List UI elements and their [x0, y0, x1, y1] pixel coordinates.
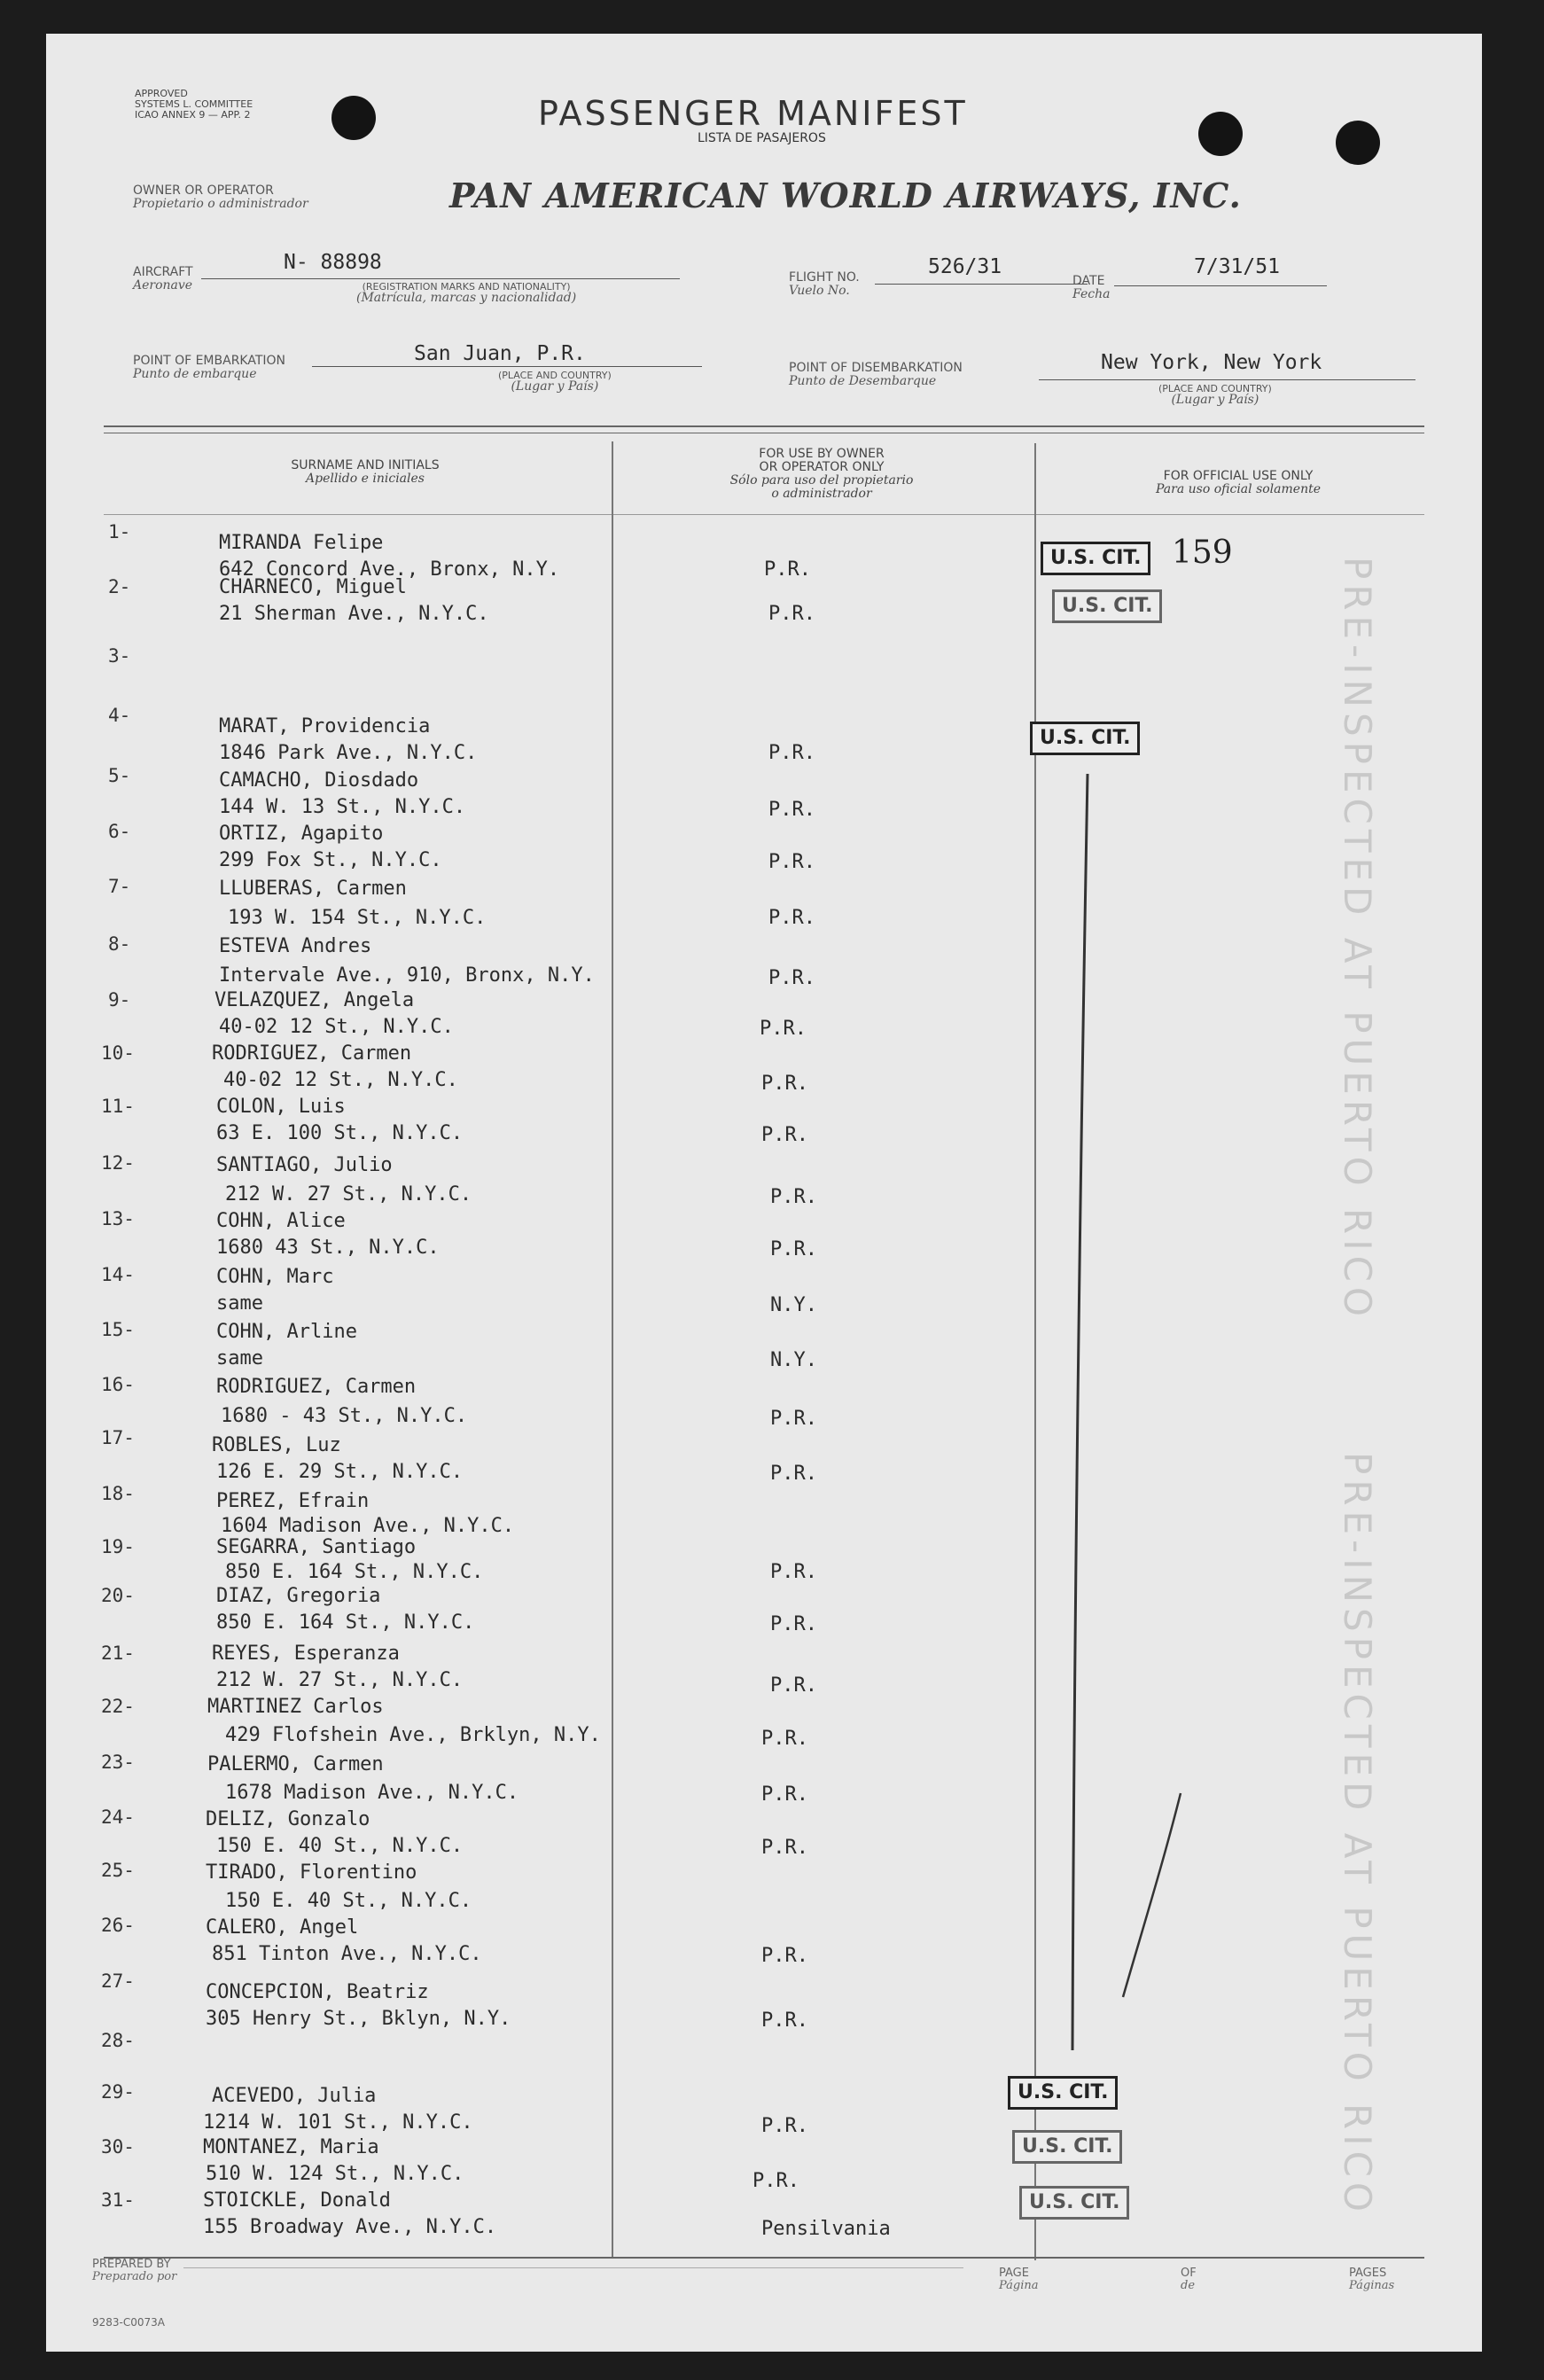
aircraft-label: AIRCRAFT [133, 265, 193, 279]
row-number: 30- [101, 2136, 135, 2158]
column-header-label: SURNAME AND INITIALS [291, 458, 440, 472]
passenger-code: P.R. [761, 2115, 808, 2137]
column-header-label-es: Apellido e iniciales [306, 472, 425, 486]
passenger-name: LLUBERAS, Carmen [219, 878, 407, 900]
punch-hole [1336, 121, 1380, 165]
underline [312, 366, 702, 367]
row-number: 4- [108, 705, 131, 726]
column-header-label: OR OPERATOR ONLY [759, 460, 885, 474]
owner-label: OWNER OR OPERATOR [133, 183, 274, 198]
flight-label-es: Vuelo No. [789, 284, 850, 298]
column-divider [1034, 443, 1036, 2260]
passenger-address: 850 E. 164 St., N.Y.C. [225, 1561, 484, 1583]
passenger-code: P.R. [761, 2009, 808, 2032]
passenger-code: P.R. [770, 1186, 817, 1208]
row-number: 5- [108, 765, 131, 786]
place-label: (PLACE AND COUNTRY) [498, 370, 612, 381]
passenger-code: P.R. [753, 2170, 799, 2192]
us-citizen-stamp: U.S. CIT. [1019, 2186, 1129, 2220]
row-number: 21- [101, 1643, 135, 1664]
passenger-name: CALERO, Angel [206, 1916, 359, 1939]
row-number: 16- [101, 1374, 135, 1395]
registration-label-block [356, 282, 576, 304]
passenger-code: P.R. [764, 558, 811, 581]
column-header-label: FOR USE BY OWNER [759, 447, 885, 461]
passenger-address: 40-02 12 St., N.Y.C. [219, 1016, 454, 1038]
place-label-es: (Lugar y País) [1171, 393, 1259, 407]
column-header-label: FOR OFFICIAL USE ONLY [1163, 469, 1314, 483]
passenger-code: P.R. [768, 799, 815, 821]
pages-label-es: Páginas [1349, 2279, 1395, 2292]
registration-label-es: (Matrícula, marcas y nacionalidad) [356, 291, 577, 305]
row-number: 22- [101, 1696, 135, 1717]
passenger-name: VELAZQUEZ, Angela [214, 989, 415, 1011]
row-number: 25- [101, 1860, 135, 1881]
passenger-name: COHN, Marc [216, 1266, 334, 1288]
column-divider [612, 441, 613, 2259]
passenger-address: 299 Fox St., N.Y.C. [219, 849, 442, 871]
aircraft-label-block [133, 266, 193, 293]
registration-label: (REGISTRATION MARKS AND NATIONALITY) [362, 281, 571, 293]
row-number: 15- [101, 1319, 135, 1340]
us-citizen-stamp: U.S. CIT. [1041, 542, 1150, 575]
disembark-place-label-block [1158, 384, 1272, 406]
disembark-label: POINT OF DISEMBARKATION [789, 361, 963, 375]
passenger-code: P.R. [761, 1124, 808, 1146]
airline-name: PAN AMERICAN WORLD AIRWAYS, INC. [449, 176, 1242, 215]
passenger-name: RODRIGUEZ, Carmen [212, 1042, 412, 1065]
passenger-name: REYES, Esperanza [212, 1643, 400, 1665]
passenger-name: CHARNECO, Miguel [219, 576, 407, 598]
passenger-code: N.Y. [770, 1294, 817, 1316]
prepared-by-label: PREPARED BY [92, 2258, 171, 2271]
row-number: 28- [101, 2030, 135, 2051]
us-citizen-stamp: U.S. CIT. [1012, 2130, 1122, 2164]
row-number: 31- [101, 2189, 135, 2211]
passenger-address: 40-02 12 St., N.Y.C. [223, 1069, 458, 1091]
row-number: 17- [101, 1427, 135, 1448]
column-header-label-es: Sólo para uso del propietario [729, 473, 914, 488]
passenger-name: DIAZ, Gregoria [216, 1585, 381, 1607]
embark-label-block [133, 355, 285, 381]
date-label-block [1072, 275, 1110, 301]
passenger-code: N.Y. [770, 1349, 817, 1371]
column-header-label-es: Para uso oficial solamente [1156, 482, 1321, 496]
passenger-address: 850 E. 164 St., N.Y.C. [216, 1611, 475, 1634]
place-label: (PLACE AND COUNTRY) [1158, 383, 1272, 394]
flight-label-block [789, 271, 860, 298]
passenger-name: MIRANDA Felipe [219, 532, 384, 554]
passenger-address: 1604 Madison Ave., N.Y.C. [221, 1515, 515, 1537]
aircraft-label-es: Aeronave [133, 278, 193, 293]
passenger-address: 126 E. 29 St., N.Y.C. [216, 1461, 464, 1483]
column-header-label-es: o administrador [771, 487, 872, 501]
passenger-address: 429 Flofshein Ave., Brklyn, N.Y. [225, 1724, 601, 1746]
flight-value: 526/31 [928, 255, 1002, 278]
embark-label: POINT OF EMBARKATION [133, 354, 286, 368]
passenger-name: ESTEVA Andres [219, 935, 372, 957]
page-subtitle: LISTA DE PASAJEROS [698, 131, 826, 145]
underline [1114, 285, 1327, 286]
row-number: 8- [108, 933, 131, 955]
passenger-name: MARTINEZ Carlos [207, 1696, 384, 1718]
passenger-address: 212 W. 27 St., N.Y.C. [225, 1183, 472, 1206]
passenger-code: P.R. [770, 1674, 817, 1697]
passenger-code: P.R. [760, 1018, 807, 1040]
aircraft-value: N- 88898 [284, 251, 382, 274]
disembark-label-es: Punto de Desembarque [789, 374, 937, 388]
passenger-name: COHN, Arline [216, 1321, 357, 1343]
approval-block [135, 89, 253, 121]
passenger-code: P.R. [761, 1945, 808, 1967]
row-number: 18- [101, 1483, 135, 1504]
passenger-name: PALERMO, Carmen [207, 1753, 384, 1775]
of-label-block [1181, 2267, 1197, 2292]
column-header-official [1105, 470, 1371, 496]
row-number: 11- [101, 1096, 135, 1117]
passenger-name: MARAT, Providencia [219, 715, 431, 737]
embark-value: San Juan, P.R. [414, 342, 586, 365]
passenger-code: P.R. [768, 907, 815, 929]
passenger-name: ROBLES, Luz [212, 1434, 341, 1456]
passenger-address: same [216, 1292, 263, 1315]
disembark-label-block [789, 362, 963, 388]
flight-label: FLIGHT NO. [789, 270, 860, 285]
date-label: DATE [1072, 274, 1105, 288]
of-label-es: de [1181, 2279, 1196, 2292]
passenger-address: 1680 - 43 St., N.Y.C. [221, 1405, 468, 1427]
page-label: PAGE [999, 2267, 1029, 2280]
punch-hole [331, 96, 376, 140]
passenger-address: 305 Henry St., Bklyn, N.Y. [206, 2008, 511, 2030]
passenger-address: 851 Tinton Ave., N.Y.C. [212, 1943, 482, 1965]
row-number: 1- [108, 521, 131, 542]
approval-line: APPROVED [135, 88, 188, 99]
passenger-address: 150 E. 40 St., N.Y.C. [216, 1835, 464, 1857]
passenger-address: 21 Sherman Ave., N.Y.C. [219, 603, 489, 625]
passenger-name: SEGARRA, Santiago [216, 1536, 417, 1558]
row-number: 19- [101, 1536, 135, 1557]
page-title: PASSENGER MANIFEST [538, 94, 968, 133]
row-number: 27- [101, 1970, 135, 1992]
passenger-code: P.R. [768, 603, 815, 625]
passenger-address: 63 E. 100 St., N.Y.C. [216, 1122, 464, 1144]
passenger-name: TIRADO, Florentino [206, 1861, 417, 1884]
row-number: 24- [101, 1806, 135, 1828]
passenger-code: P.R. [770, 1613, 817, 1635]
passenger-name: MONTANEZ, Maria [203, 2136, 379, 2158]
passenger-name: COLON, Luis [216, 1096, 346, 1118]
passenger-name: STOICKLE, Donald [203, 2189, 391, 2212]
row-number: 10- [101, 1042, 135, 1064]
owner-label-es: Propietario o administrador [133, 197, 308, 211]
passenger-code: P.R. [761, 1073, 808, 1095]
us-citizen-stamp: U.S. CIT. [1052, 589, 1162, 623]
passenger-address: same [216, 1347, 263, 1369]
pages-label: PAGES [1349, 2267, 1387, 2280]
place-label-es: (Lugar y País) [511, 379, 599, 394]
passenger-code: P.R. [770, 1463, 817, 1485]
passenger-name: COHN, Alice [216, 1210, 346, 1232]
disembark-value: New York, New York [1101, 351, 1322, 374]
manifest-paper [46, 34, 1482, 2352]
date-label-es: Fecha [1072, 287, 1111, 301]
approval-line: SYSTEMS L. COMMITTEE [135, 98, 253, 110]
underline [1039, 379, 1415, 380]
passenger-name: SANTIAGO, Julio [216, 1154, 393, 1176]
underline [183, 2267, 963, 2268]
passenger-address: 1678 Madison Ave., N.Y.C. [225, 1782, 519, 1804]
embark-place-label-block [498, 371, 612, 393]
row-number: 20- [101, 1585, 135, 1606]
form-number: 9283-C0073A [92, 2316, 165, 2329]
of-label: OF [1181, 2267, 1197, 2280]
row-number: 3- [108, 645, 131, 667]
passenger-code: P.R. [770, 1408, 817, 1430]
table-header-border [104, 514, 1424, 515]
punch-hole [1198, 112, 1243, 156]
passenger-name: CAMACHO, Diosdado [219, 769, 419, 792]
row-number: 9- [108, 989, 131, 1011]
passenger-address: 510 W. 124 St., N.Y.C. [206, 2163, 464, 2185]
column-header-owner [698, 448, 946, 501]
passenger-name: ACEVEDO, Julia [212, 2085, 377, 2107]
passenger-name: ORTIZ, Agapito [219, 823, 384, 845]
underline [201, 278, 680, 279]
passenger-code: P.R. [770, 1238, 817, 1260]
us-citizen-stamp: U.S. CIT. [1008, 2076, 1118, 2110]
passenger-address: 642 Concord Ave., Bronx, N.Y. [219, 558, 560, 581]
preinspected-stamp: PRE-INSPECTED AT PUERTO RICO [1336, 557, 1379, 1322]
date-value: 7/31/51 [1194, 255, 1280, 278]
passenger-name: CONCEPCION, Beatriz [206, 1981, 429, 2003]
pages-label-block [1349, 2267, 1394, 2292]
approval-line: ICAO ANNEX 9 — APP. 2 [135, 109, 251, 121]
passenger-code: Pensilvania [761, 2218, 891, 2240]
passenger-address: 150 E. 40 St., N.Y.C. [225, 1890, 472, 1912]
row-number: 2- [108, 576, 131, 597]
passenger-code: P.R. [768, 851, 815, 873]
passenger-code: P.R. [761, 1783, 808, 1806]
passenger-name: PEREZ, Efrain [216, 1490, 370, 1512]
us-citizen-stamp: U.S. CIT. [1030, 722, 1140, 755]
passenger-code: P.R. [768, 742, 815, 764]
passenger-code: P.R. [768, 967, 815, 989]
handwritten-bracket-line [1048, 756, 1225, 2050]
passenger-address: 155 Broadway Ave., N.Y.C. [203, 2216, 497, 2238]
passenger-address: 193 W. 154 St., N.Y.C. [228, 907, 487, 929]
passenger-address: 1680 43 St., N.Y.C. [216, 1237, 440, 1259]
row-number: 12- [101, 1152, 135, 1174]
page-label-block [999, 2267, 1039, 2292]
embark-label-es: Punto de embarque [133, 367, 257, 381]
row-number: 6- [108, 821, 131, 842]
row-number: 13- [101, 1208, 135, 1229]
passenger-code: P.R. [770, 1561, 817, 1583]
row-number: 7- [108, 876, 131, 897]
table-top-border [104, 425, 1424, 427]
passenger-address: 1846 Park Ave., N.Y.C. [219, 742, 478, 764]
handwritten-number: 159 [1172, 535, 1233, 571]
prepared-by-block [92, 2259, 176, 2283]
page-label-es: Página [999, 2279, 1039, 2292]
prepared-by-label-es: Preparado por [92, 2270, 177, 2283]
row-number: 26- [101, 1915, 135, 1936]
passenger-name: RODRIGUEZ, Carmen [216, 1376, 417, 1398]
preinspected-stamp: PRE-INSPECTED AT PUERTO RICO [1336, 1452, 1379, 2217]
row-number: 29- [101, 2081, 135, 2103]
passenger-code: P.R. [761, 1728, 808, 1750]
row-number: 14- [101, 1264, 135, 1285]
passenger-code: P.R. [761, 1837, 808, 1859]
row-number: 23- [101, 1752, 135, 1773]
underline [875, 284, 1088, 285]
passenger-address: Intervale Ave., 910, Bronx, N.Y. [219, 964, 595, 987]
passenger-name: DELIZ, Gonzalo [206, 1808, 370, 1830]
table-bottom-border [104, 2257, 1424, 2259]
passenger-address: 144 W. 13 St., N.Y.C. [219, 796, 466, 818]
owner-label-block [133, 184, 308, 211]
passenger-address: 212 W. 27 St., N.Y.C. [216, 1669, 464, 1691]
column-header-surname [241, 459, 489, 486]
passenger-address: 1214 W. 101 St., N.Y.C. [203, 2111, 473, 2134]
